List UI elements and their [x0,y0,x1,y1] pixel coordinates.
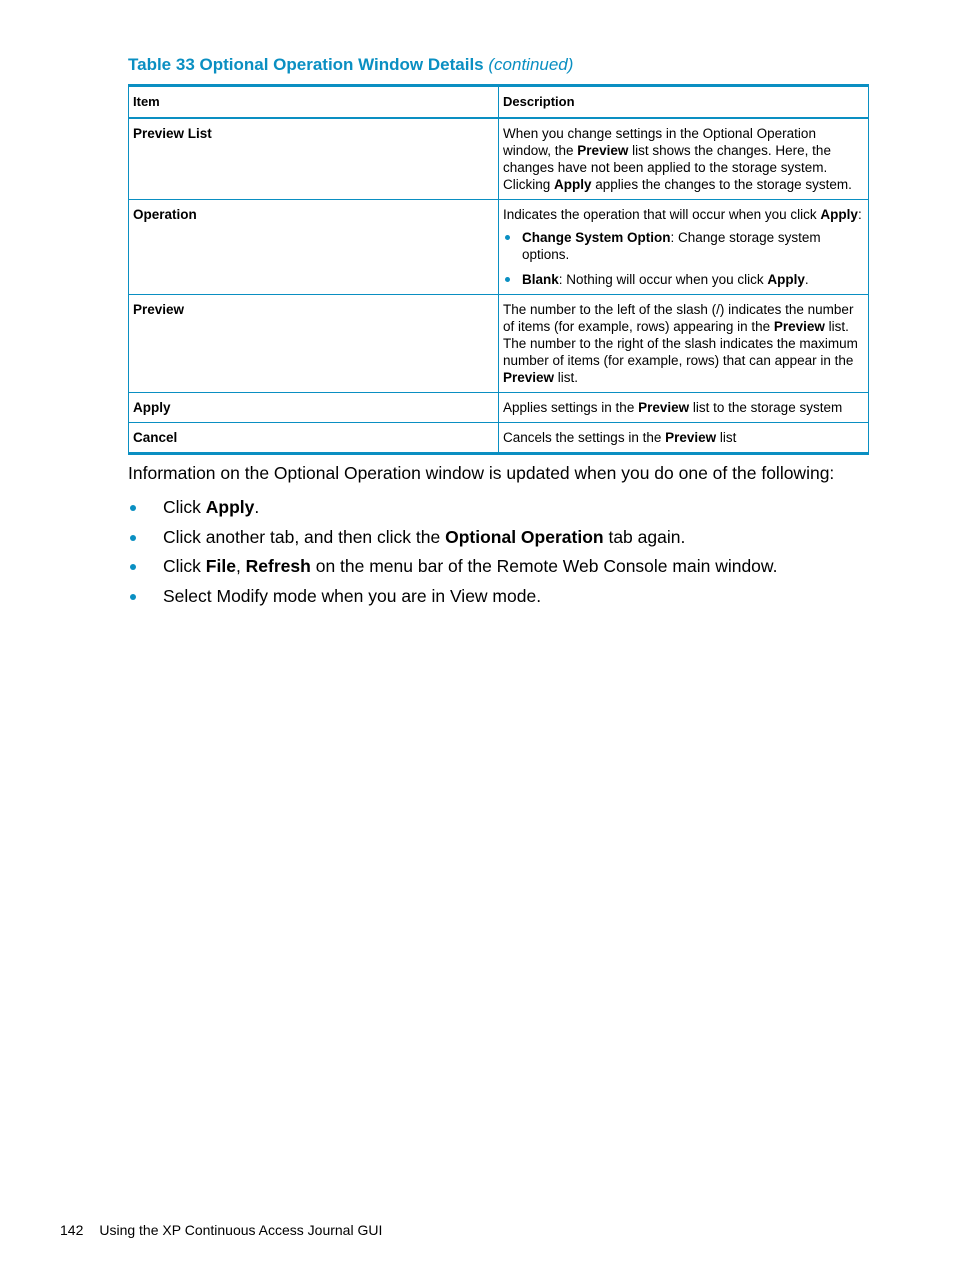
footer-title: Using the XP Continuous Access Journal GUI [99,1222,383,1238]
table-row [129,393,869,423]
list-item [128,584,777,614]
option-name: Blank [522,272,559,287]
bullet-icon [130,505,136,511]
desc-text: list shows the changes. Here, the changes have not been applied to the storage system. Clicking [503,143,831,192]
header-description: Description [499,86,869,119]
desc-bold: Preview [577,143,629,158]
desc-text: Indicates the operation that will occur when you click [503,207,821,222]
bullet-icon [130,535,136,541]
table-header-row [129,86,869,119]
page-footer [60,1222,382,1238]
update-conditions-list [128,495,777,613]
desc-bold: Preview [773,319,825,334]
desc-text: list. The number to the right of the slash indicates the maximum number of items (for example, rows) that can appear in the [503,319,858,368]
desc-text: applies the changes to the storage system. [591,177,852,192]
list-item [503,229,864,263]
item-bold: Apply [205,497,255,517]
row-description-operation [499,200,869,295]
item-text: . [254,497,260,517]
desc-text: list to the storage system [689,400,843,415]
desc-text: Applies settings in the [503,400,639,415]
row-description-preview [499,295,869,393]
item-text: , [235,556,246,576]
table-row [129,118,869,200]
table-row [129,295,869,393]
list-item [128,554,777,584]
table-caption [128,55,573,75]
row-item-cancel: Cancel [129,423,499,454]
bullet-icon [130,564,136,570]
bullet-icon [130,594,136,600]
page-number: 142 [60,1222,84,1238]
item-text: Select Modify mode when you are in View mode. [163,585,542,606]
list-item [128,525,777,555]
intro-paragraph: Information on the Optional Operation window is updated when you do one of the following: [128,463,835,483]
desc-text: When you change settings in the Optional Operation window, the [503,126,816,158]
option-name: Change System Option [522,230,671,245]
header-item: Item [129,86,499,119]
desc-text: The number to the left of the slash (/) indicates the number of items (for example, rows) appearing in the [503,302,854,334]
operation-options-list [503,229,864,288]
row-item-preview: Preview [129,295,499,393]
item-bold: File [205,556,236,576]
row-description-preview-list [499,118,869,200]
option-bold: Apply [767,272,805,287]
table-caption-title: Table 33 Optional Operation Window Details [128,55,484,74]
option-text: . [804,272,809,287]
table-row [129,200,869,295]
desc-text: list. [554,370,579,385]
desc-bold: Apply [554,177,592,192]
desc-text: Cancels the settings in the [503,430,666,445]
row-item-preview-list: Preview List [129,118,499,200]
item-text: tab again. [603,526,686,547]
table-row [129,423,869,454]
option-text: : Change storage system options. [522,230,821,262]
item-text: Click [163,556,206,576]
row-description-apply [499,393,869,423]
desc-bold: Preview [638,400,690,415]
item-text: Click [163,497,206,517]
list-item [503,271,864,288]
row-description-cancel [499,423,869,454]
desc-bold: Preview [665,430,717,445]
item-text: on the menu bar of the Remote Web Console main window. [310,556,778,576]
item-bold: Refresh [245,556,311,576]
table-caption-continued: (continued) [488,55,574,74]
desc-text: list [716,430,737,445]
row-item-apply: Apply [129,393,499,423]
desc-text: : [857,207,862,222]
item-bold: Optional Operation [445,526,604,547]
desc-bold: Preview [503,370,555,385]
bullet-icon [505,235,510,240]
row-item-operation: Operation [129,200,499,295]
bullet-icon [505,277,510,282]
item-text: Click another tab, and then click the [163,526,446,547]
list-item [128,495,777,525]
optional-operation-table [128,84,869,455]
desc-bold: Apply [820,207,858,222]
option-text: : Nothing will occur when you click [558,272,768,287]
